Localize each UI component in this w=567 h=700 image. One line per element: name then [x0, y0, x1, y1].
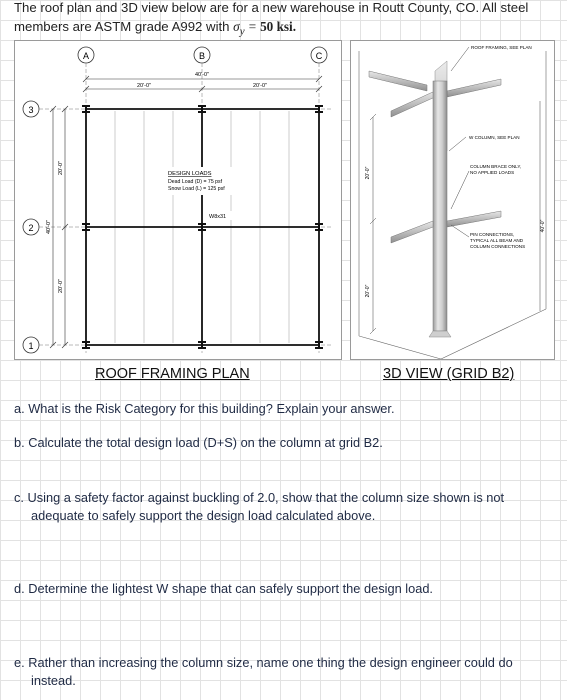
question-b: [14, 434, 556, 452]
question-a-text: a. What is the Risk Category for this building? Explain your answer.: [14, 401, 395, 416]
roof-beam-left: [369, 71, 427, 91]
sigma-subscript: y: [239, 25, 245, 38]
column-size-label: W8x31: [209, 214, 227, 220]
iso-drawing: [351, 41, 554, 359]
grid-letter-c: C: [315, 51, 323, 61]
yield-stress-value: 50 ksi.: [260, 19, 296, 34]
grid-bubble-a: [78, 47, 94, 63]
design-loads-title: DESIGN LOADS: [168, 171, 212, 177]
grid-number-3: 3: [28, 105, 34, 115]
question-a: [14, 400, 556, 418]
grid-letter-a: A: [82, 51, 90, 61]
problem-line-1: The roof plan and 3D view below are for a new warehouse in Routt County, CO. All steel: [14, 0, 529, 15]
note-brace-line-1: COLUMN BRACE ONLY,: [470, 164, 522, 169]
top-dimensions: [83, 76, 322, 92]
dim-total-height: 40'-0": [46, 219, 52, 235]
iso-3d-view: [350, 40, 555, 360]
dim-upper-bay: 20'-0": [58, 160, 64, 176]
grid-number-2: 2: [28, 223, 34, 233]
grid-bubble-c: [311, 47, 327, 63]
yield-stress-symbol: [233, 19, 296, 38]
problem-line-2-text: members are ASTM grade A992 with: [14, 19, 234, 34]
plan-drawing: [15, 41, 341, 359]
roof-beam-front: [391, 91, 435, 117]
question-c: [14, 489, 556, 525]
note-pin-line-1: PIN CONNECTIONS,: [470, 232, 515, 237]
grid-bubble-1: [23, 337, 39, 353]
dim-total-width: 40'-0": [194, 72, 210, 78]
grid-bubble-2: [23, 219, 39, 235]
question-e-text: e. Rather than increasing the column size, name one thing the design engineer could do instead.: [14, 655, 513, 688]
dim-left-bay: 20'-0": [136, 83, 152, 89]
iso-dim-lower: 20'-0": [365, 284, 371, 298]
grid-bubble-3: [23, 101, 39, 117]
note-brace-line-2: NO APPLIED LOADS: [470, 170, 515, 175]
sigma-symbol: σ: [233, 19, 240, 34]
iso-dim-total: 40'-0": [540, 219, 546, 233]
iso-caption: 3D VIEW (GRID B2): [383, 366, 515, 382]
grid-number-1: 1: [28, 341, 34, 351]
note-roof-framing: ROOF FRAMING, SEE PLAN: [471, 45, 532, 50]
dim-right-bay: 20'-0": [252, 83, 268, 89]
column-base: [429, 331, 451, 337]
problem-line-2: [14, 17, 559, 42]
note-pin-line-2: TYPICAL ALL BEAM AND: [470, 238, 524, 243]
question-c-text: c. Using a safety factor against buckling of 2.0, show that the column size shown is not adequate to safely support the design load calculated above.: [14, 490, 505, 523]
note-pin-line-3: COLUMN CONNECTIONS: [470, 244, 526, 249]
roof-beam-right: [447, 79, 501, 97]
iso-frame-lines: [359, 51, 546, 359]
snow-load-text: Snow Load (L) = 125 psf: [168, 186, 225, 192]
dim-lower-bay: 20'-0": [58, 278, 64, 294]
brace-left: [391, 221, 433, 243]
equals-sign: =: [244, 19, 261, 34]
question-b-text: b. Calculate the total design load (D+S) on the column at grid B2.: [14, 435, 383, 450]
grid-letter-b: B: [198, 51, 206, 61]
question-e: [14, 654, 556, 690]
roof-framing-plan: [14, 40, 342, 360]
plan-caption: ROOF FRAMING PLAN: [95, 366, 250, 382]
leader-lines: [449, 47, 469, 237]
w-column: [433, 81, 447, 331]
iso-dim-upper: 20'-0": [365, 166, 371, 180]
problem-statement: [14, 0, 559, 42]
question-d: [14, 580, 556, 598]
dead-load-text: Dead Load (D) = 75 psf: [168, 179, 223, 185]
brace-right: [447, 211, 501, 227]
note-w-column: W COLUMN, SEE PLAN: [469, 135, 520, 140]
question-d-text: d. Determine the lightest W shape that can safely support the design load.: [14, 581, 433, 596]
grid-bubble-b: [194, 47, 210, 63]
